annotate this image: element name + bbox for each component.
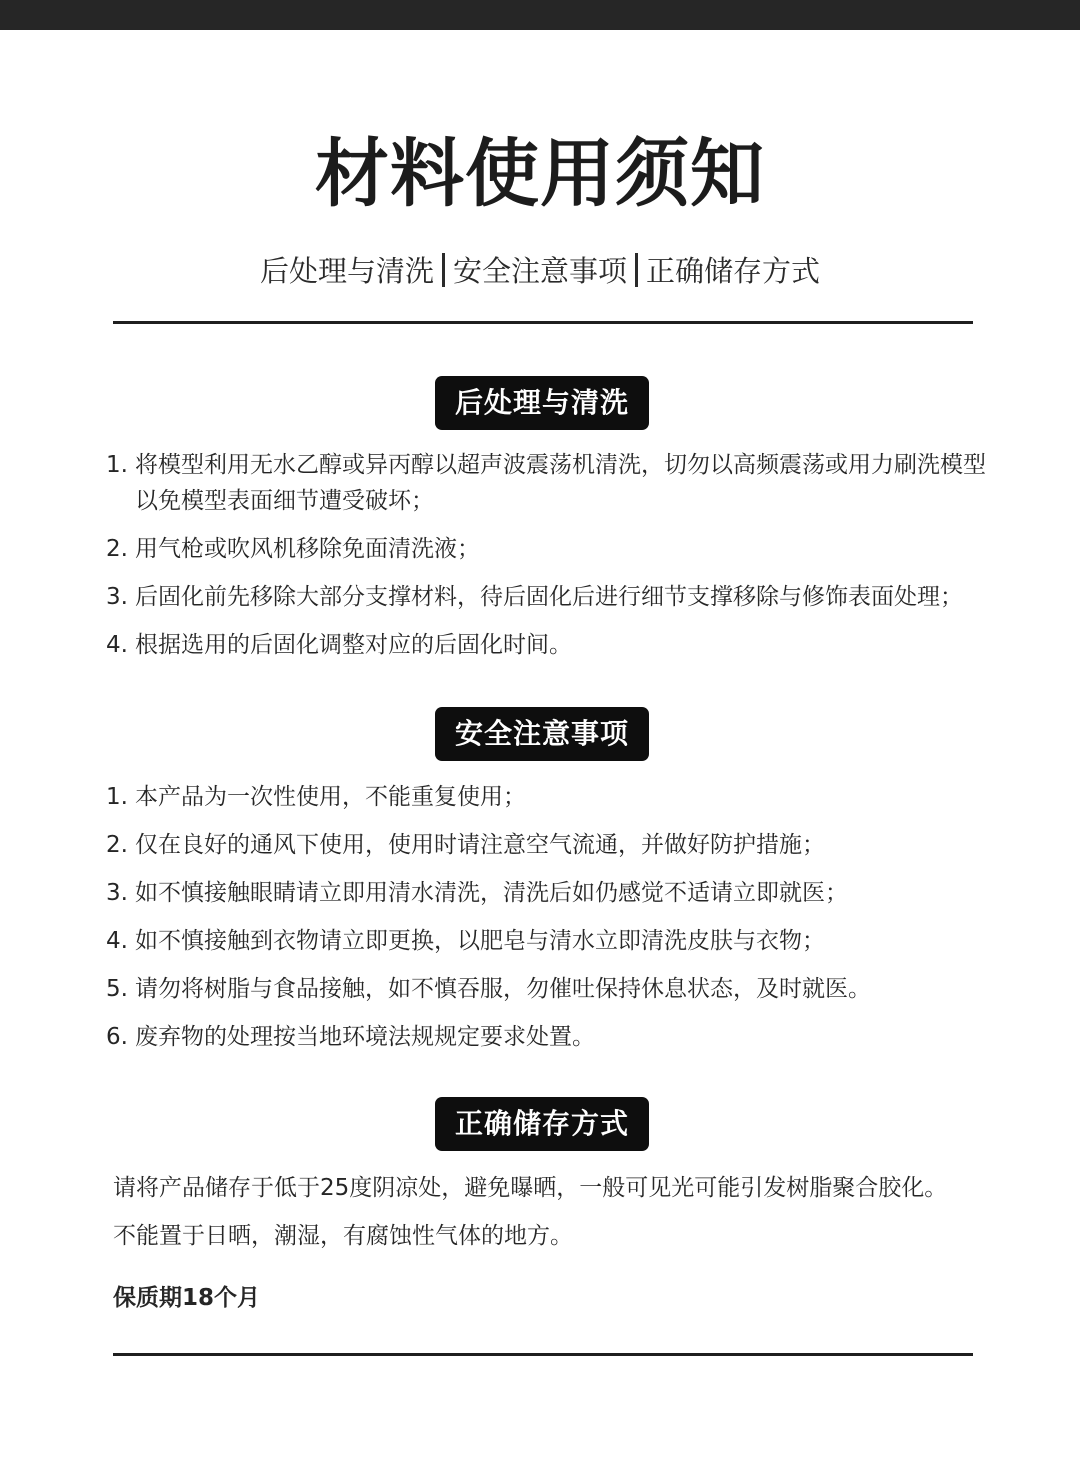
list-item-number: 2. [106,832,128,858]
list-item [106,579,986,615]
list-item-text: 请勿将树脂与食品接触，如不慎吞服，勿催吐保持休息状态，及时就医。 [135,976,871,1002]
safety-list [106,779,986,1067]
subtitle-item-storage: 正确储存方式 [646,254,821,288]
subtitle [0,248,1080,294]
list-item-text: 如不慎接触到衣物请立即更换，以肥皂与清水立即清洗皮肤与衣物； [135,928,825,954]
list-item-text: 废弃物的处理按当地环境法规规定要求处置。 [135,1024,595,1050]
list-item [106,447,986,519]
list-item [106,875,986,911]
list-item [106,531,986,567]
list-item-number: 2. [106,536,128,562]
list-item [106,779,986,815]
list-item-number: 4. [106,928,128,954]
section-heading-storage: 正确储存方式 [435,1097,649,1151]
list-item-number: 1. [106,784,128,810]
section-heading-post-processing: 后处理与清洗 [435,376,649,430]
shelf-life: 保质期18个月 [113,1285,261,1311]
list-item-text: 后固化前先移除大部分支撑材料，待后固化后进行细节支撑移除与修饰表面处理； [135,584,963,610]
list-item-number: 6. [106,1024,128,1050]
subtitle-item-safety: 安全注意事项 [452,254,627,288]
list-item-text: 将模型利用无水乙醇或异丙醇以超声波震荡机清洗，切勿以高频震荡或用力刷洗模型以免模型表面细节遭受破坏； [135,452,986,514]
top-divider [113,321,973,324]
storage-paragraph: 请将产品储存于低于25度阴凉处，避免曝晒，一般可见光可能引发树脂聚合胶化。 [113,1175,948,1201]
subtitle-item-post-processing: 后处理与清洗 [259,254,434,288]
list-item [106,923,986,959]
list-item [106,971,986,1007]
bottom-divider [113,1353,973,1356]
list-item-number: 3. [106,880,128,906]
storage-paragraph: 不能置于日晒，潮湿，有腐蚀性气体的地方。 [113,1223,573,1249]
list-item-number: 1. [106,452,128,478]
list-item [106,827,986,863]
post-processing-list [106,447,986,675]
top-bar [0,0,1080,30]
list-item [106,627,986,663]
list-item-text: 本产品为一次性使用，不能重复使用； [135,784,526,810]
list-item-number: 5. [106,976,128,1002]
list-item-text: 如不慎接触眼睛请立即用清水清洗，清洗后如仍感觉不适请立即就医； [135,880,848,906]
subtitle-divider [635,253,638,287]
list-item-number: 3. [106,584,128,610]
list-item-number: 4. [106,632,128,658]
list-item-text: 仅在良好的通风下使用，使用时请注意空气流通，并做好防护措施； [135,832,825,858]
list-item-text: 用气枪或吹风机移除免面清洗液； [135,536,480,562]
page-title: 材料使用须知 [315,131,765,217]
subtitle-divider [442,253,445,287]
section-heading-safety: 安全注意事项 [435,707,649,761]
list-item [106,1019,986,1055]
list-item-text: 根据选用的后固化调整对应的后固化时间。 [135,632,572,658]
